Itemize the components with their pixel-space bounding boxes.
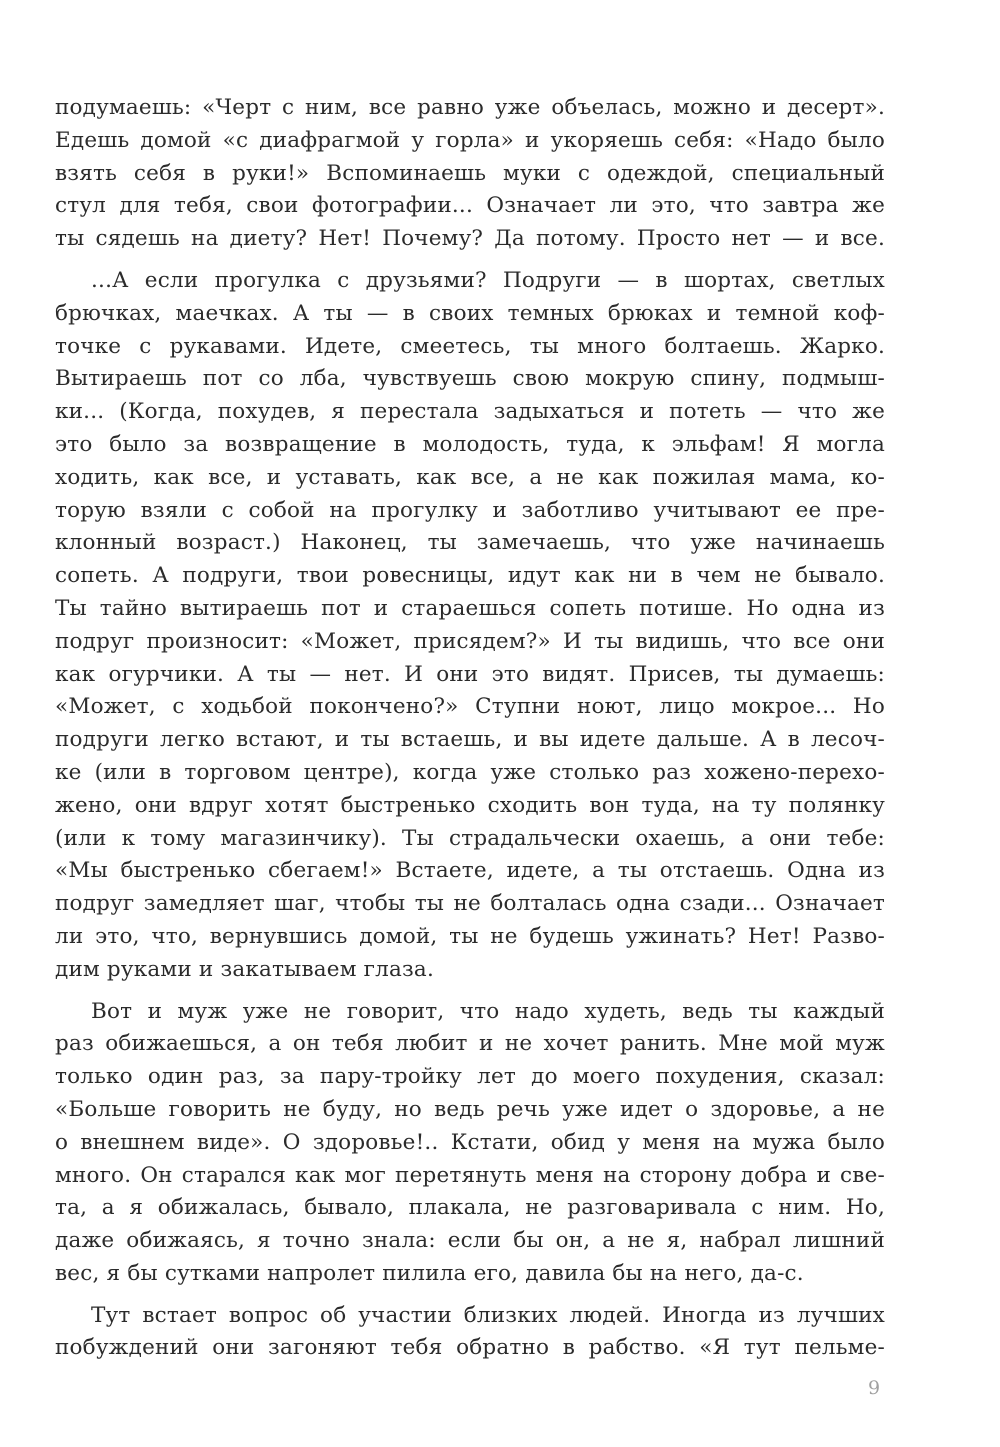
paragraph (55, 1300, 885, 1366)
text-line: Вытираешь пот со лба, чувствуешь свою мокрую спину, подмыш- (55, 366, 885, 392)
text-line: Вот и муж уже не говорит, что надо худеть, ведь ты каждый (91, 998, 885, 1024)
text-line: брючках, маечках. А ты — в своих темных брюках и темной коф- (55, 300, 885, 326)
text-line: взять себя в руки!» Вспоминаешь муки с одеждой, специальный (55, 160, 885, 186)
text-line: стул для тебя, свои фотографии... Означает ли это, что завтра же (55, 193, 885, 219)
text-line: «Больше говорить не буду, но ведь речь уже идет о здоровье, а не (55, 1096, 885, 1122)
text-line: ки... (Когда, похудев, я перестала задыхаться и потеть — что же (55, 399, 885, 425)
text-line: подруг произносит: «Может, присядем?» И ты видишь, что все они (55, 628, 885, 654)
text-line: ке (или в торговом центре), когда уже столько раз хожено-перехо- (55, 759, 885, 785)
text-line: жено, они вдруг хотят быстренько сходить вон туда, на ту полянку (55, 792, 885, 818)
paragraph (55, 996, 885, 1291)
text-line: это было за возвращение в молодость, туда, к эльфам! Я могла (55, 431, 885, 457)
text-line: как огурчики. А ты — нет. И они это видят. Присев, ты думаешь: (55, 661, 885, 687)
text-line: та, а я обижалась, бывало, плакала, не разговаривала с ним. Но, (55, 1195, 885, 1221)
page-number: 9 (868, 1377, 881, 1399)
text-line: ...А если прогулка с друзьями? Подруги — в шортах, светлых (91, 267, 885, 293)
text-line: Тут встает вопрос об участии близких людей. Иногда из лучших (91, 1302, 885, 1328)
text-line: побуждений они загоняют тебя обратно в рабство. «Я тут пельме- (55, 1335, 885, 1361)
text-line: «Мы быстренько сбегаем!» Встаете, идете, а ты отстаешь. Одна из (55, 858, 885, 884)
paragraph (55, 265, 885, 987)
text-line: ты сядешь на диету? Нет! Почему? Да потому. Просто нет — и все. (55, 226, 885, 252)
text-line: дим руками и закатываем глаза. (55, 956, 434, 982)
body-text (55, 92, 885, 1365)
text-line: точке с рукавами. Идете, смеетесь, ты много болтаешь. Жарко. (55, 333, 885, 359)
text-line: «Может, с ходьбой покончено?» Ступни ноют, лицо мокрое... Но (55, 694, 885, 720)
text-line: вес, я бы сутками напролет пилила его, давила бы на него, да-с. (55, 1260, 804, 1286)
text-line: торую взяли с собой на прогулку и заботливо учитывают ее пре- (55, 497, 885, 523)
text-line: ходить, как все, и уставать, как все, а не как пожилая мама, ко- (55, 464, 885, 490)
text-line: ли это, что, вернувшись домой, ты не будешь ужинать? Нет! Разво- (55, 923, 885, 949)
text-line: Ты тайно вытираешь пот и стараешься сопеть потише. Но одна из (55, 595, 885, 621)
text-line: Едешь домой «с диафрагмой у горла» и укоряешь себя: «Надо было (55, 127, 885, 153)
text-line: подумаешь: «Черт с ним, все равно уже объелась, можно и десерт». (55, 95, 885, 120)
text-line: даже обижаясь, я точно знала: если бы он, а не я, набрал лишний (55, 1228, 885, 1254)
paragraph (55, 92, 885, 256)
text-line: сопеть. А подруги, твои ровесницы, идут как ни в чем не бывало. (55, 563, 885, 589)
text-line: подруги легко встают, и ты встаешь, и вы идете дальше. А в лесоч- (55, 727, 885, 753)
text-line: клонный возраст.) Наконец, ты замечаешь, что уже начинаешь (55, 530, 885, 556)
text-line: только один раз, за пару-тройку лет до моего похудения, сказал: (55, 1064, 885, 1090)
text-line: раз обижаешься, а он тебя любит и не хочет ранить. Мне мой муж (55, 1031, 885, 1057)
text-line: о внешнем виде». О здоровье!.. Кстати, обид у меня на мужа было (55, 1129, 885, 1155)
text-line: (или к тому магазинчику). Ты страдальчески охаешь, а они тебе: (55, 825, 885, 851)
text-line: подруг замедляет шаг, чтобы ты не болталась одна сзади... Означает (55, 891, 885, 917)
text-line: много. Он старался как мог перетянуть меня на сторону добра и све- (55, 1162, 885, 1188)
